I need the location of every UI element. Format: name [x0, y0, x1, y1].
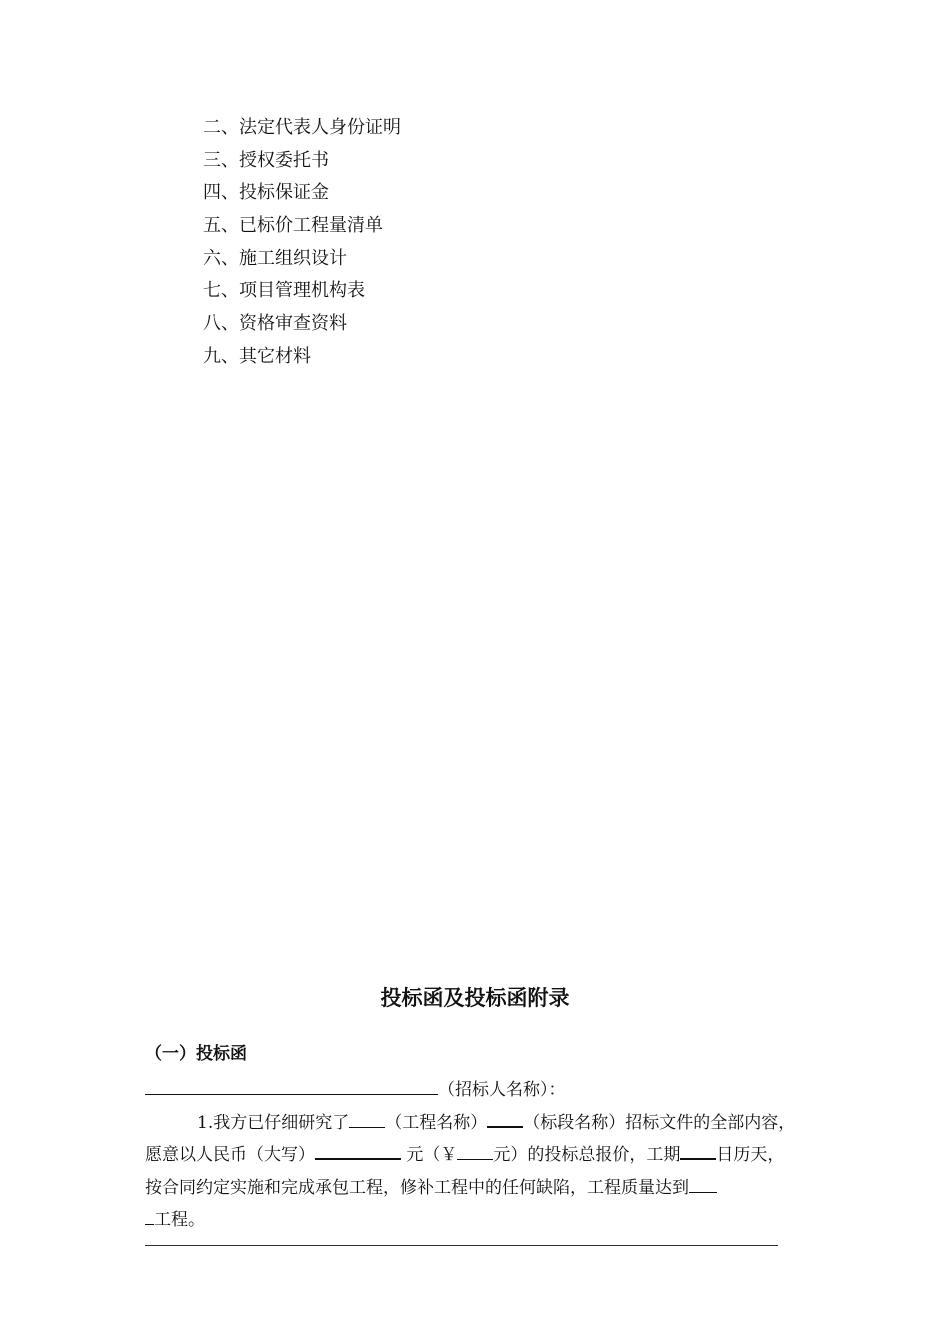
subsection-title: （一）投标函: [145, 1044, 247, 1064]
section-title: 投标函及投标函附录: [380, 986, 570, 1010]
bid-letter-paragraph: [145, 1107, 815, 1236]
paragraph-text: 按合同约定实施和完成承包工程，修补工程中的任何缺陷，工程质量达到: [145, 1177, 689, 1198]
divider: [145, 1245, 778, 1246]
recipient-name-blank: [145, 1074, 438, 1095]
toc-item: 三、授权委托书: [203, 149, 329, 171]
paragraph-text: 日历天，: [716, 1145, 785, 1166]
toc-item: 九、其它材料: [203, 345, 311, 367]
toc-item: 五、已标价工程量清单: [203, 215, 383, 237]
project-name-blank: [349, 1109, 385, 1128]
paragraph-text: 元）的投标总报价，工期: [493, 1145, 681, 1166]
paragraph-text: 元（￥: [401, 1145, 458, 1166]
amount-words-blank: [315, 1140, 401, 1160]
paragraph-text: （标段名称）招标文件的全部内容，: [523, 1113, 796, 1133]
paragraph-text: 愿意以人民币（大写）: [145, 1145, 315, 1166]
toc-item: 七、项目管理机构表: [203, 280, 365, 302]
quality-blank: [689, 1174, 717, 1193]
toc-item: 二、法定代表人身份证明: [203, 117, 401, 138]
toc-item: 八、资格审查资料: [203, 313, 347, 335]
quality-blank-continued: [145, 1206, 154, 1225]
paragraph-line: [145, 1172, 815, 1204]
paragraph-line: [145, 1107, 815, 1139]
toc-item: 六、施工组织设计: [203, 247, 347, 269]
paragraph-line: [145, 1139, 815, 1171]
toc-list: [203, 112, 401, 374]
paragraph-text: （工程名称）: [385, 1113, 488, 1133]
toc-item: 四、投标保证金: [203, 182, 329, 204]
lot-name-blank: [487, 1108, 523, 1128]
recipient-suffix: （招标人名称）：: [438, 1080, 566, 1100]
recipient-line: [145, 1074, 566, 1104]
paragraph-text: 工程。: [154, 1209, 205, 1230]
paragraph-line: [145, 1204, 815, 1236]
amount-figure-blank: [457, 1141, 493, 1160]
paragraph-text: 1.我方已仔细研究了: [197, 1113, 350, 1133]
duration-blank: [680, 1140, 716, 1160]
